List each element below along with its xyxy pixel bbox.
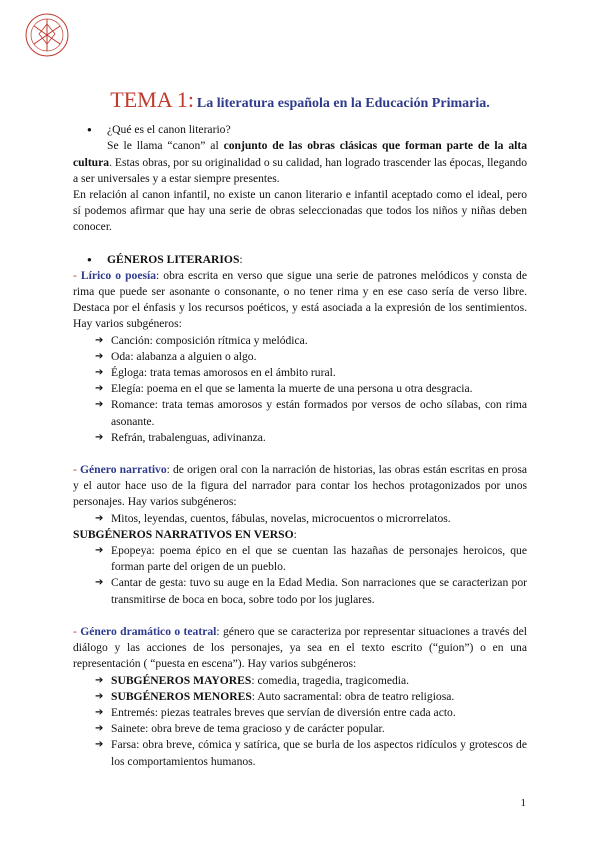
page-number: 1: [520, 797, 526, 809]
canon-def-bold: conjunto de las obras clásicas que forman parte de la alta cultura: [73, 139, 527, 169]
list-item: ➔ Mitos, leyendas, cuentos, fábulas, novelas, microcuentos o microrrelatos.: [95, 511, 527, 527]
narrativo-paragraph: [73, 462, 527, 511]
dramatico-dash: -: [73, 624, 81, 638]
lirico-subgenres-list: [73, 333, 527, 446]
list-item: ➔ Canción: composición rítmica y melódica.: [95, 333, 527, 349]
narrativo-verso-heading: [73, 527, 527, 543]
list-item: ➔ Epopeya: poema épico en el que se cuentan las hazañas de personajes heroicos, que forman parte del origen de un pueblo.: [95, 543, 527, 575]
document-page: [73, 87, 527, 770]
canon-definition: [73, 138, 527, 187]
list-item: ➔ Égloga: trata temas amorosos en el ámbito rural.: [95, 365, 527, 381]
title-text: La literatura española en la Educación Primaria.: [196, 96, 490, 111]
lirico-text: : obra escrita en verso que sigue una serie de patrones melódicos y consta de rima que puede ser asonante o consonante, o no tener rima y en ese caso sería de verso libre. Destaca por el énfasis y los recursos poéticos, y está asociada a la expresión de los sentimientos. Hay varios subgéneros:: [73, 268, 527, 331]
list-item: ➔ Cantar de gesta: tuvo su auge en la Edad Media. Son narraciones que se caracterizan por transmitirse de boca en boca, sobre todo por los juglares.: [95, 575, 527, 607]
narrativo-subgenres-list: [73, 511, 527, 527]
dramatico-paragraph: [73, 624, 527, 673]
generos-heading: [73, 252, 527, 268]
dramatico-text: : género que se caracteriza por representar situaciones a través del diálogo y las acciones de los personajes, ya sea en el texto escrito (“guion”) o en una representación ( “puesta en escena”). Hay varios subgéneros:: [73, 624, 527, 671]
narrativo-dash: -: [73, 463, 80, 477]
list-item: ➔ Refrán, trabalenguas, adivinanza.: [95, 430, 527, 446]
dramatico-label: Género dramático o teatral: [80, 624, 217, 638]
list-item: ➔ Sainete: obra breve de tema gracioso y de carácter popular.: [95, 721, 527, 737]
menores-label: SUBGÉNEROS MENORES: [111, 689, 252, 703]
mayores-label: SUBGÉNEROS MAYORES: [111, 673, 252, 687]
list-item: ➔ Oda: alabanza a alguien o algo.: [95, 349, 527, 365]
narrativo-label: Género narrativo: [80, 463, 167, 477]
canon-def-pre: Se le llama “canon” al: [107, 139, 224, 153]
generos-heading-colon: :: [239, 252, 243, 266]
narrativo-text: : de origen oral con la narración de historias, las obras están escritas en prosa y el autor hace uso de la figura del narrador para contar los hechos protagonizados por unos personajes. Hay varios subgéneros:: [73, 463, 527, 509]
canon-infantil: En relación al canon infantil, no existe un canon literario e infantil aceptado como el ideal, pero sí podemos afirmar que hay una serie de obras seleccionadas que todos los niños y niñas deben conocer.: [73, 188, 527, 234]
lirico-dash: -: [73, 268, 81, 282]
list-item: [95, 673, 527, 689]
lirico-paragraph: [73, 268, 527, 333]
list-item: ➔ Romance: trata temas amorosos y están formados por versos de ocho sílabas, con rima asonante.: [95, 397, 527, 429]
university-seal-logo: [24, 12, 70, 58]
list-item: [95, 689, 527, 705]
canon-question: ● ¿Qué es el canon literario?: [73, 122, 527, 138]
narrativo-verso-list: [73, 543, 527, 608]
list-item: ➔ Entremés: piezas teatrales breves que servían de diversión entre cada acto.: [95, 705, 527, 721]
narrativo-verso-heading-text: SUBGÉNEROS NARRATIVOS EN VERSO: [73, 527, 294, 541]
mayores-text: : comedia, tragedia, tragicomedia.: [251, 673, 410, 687]
generos-heading-text: GÉNEROS LITERARIOS: [107, 252, 240, 266]
menores-text: : Auto sacramental: obra de teatro religiosa.: [251, 689, 455, 703]
narrativo-verso-heading-colon: :: [293, 527, 297, 541]
list-item: ➔ Elegía: poema en el que se lamenta la muerte de una persona u otra desgracia.: [95, 381, 527, 397]
list-item: ➔ Farsa: obra breve, cómica y satírica, que se burla de los aspectos ridículos y grotescos de los comportamientos humanos.: [95, 737, 527, 769]
dramatico-subgenres-list: [73, 673, 527, 770]
lirico-label: Lírico o poesía: [80, 268, 157, 282]
page-title: [73, 87, 527, 112]
canon-def-post: . Estas obras, por su originalidad o su calidad, han logrado trascender las épocas, llegando a ser universales y a estar siempre presentes.: [73, 155, 527, 185]
title-number: TEMA 1:: [110, 87, 194, 112]
